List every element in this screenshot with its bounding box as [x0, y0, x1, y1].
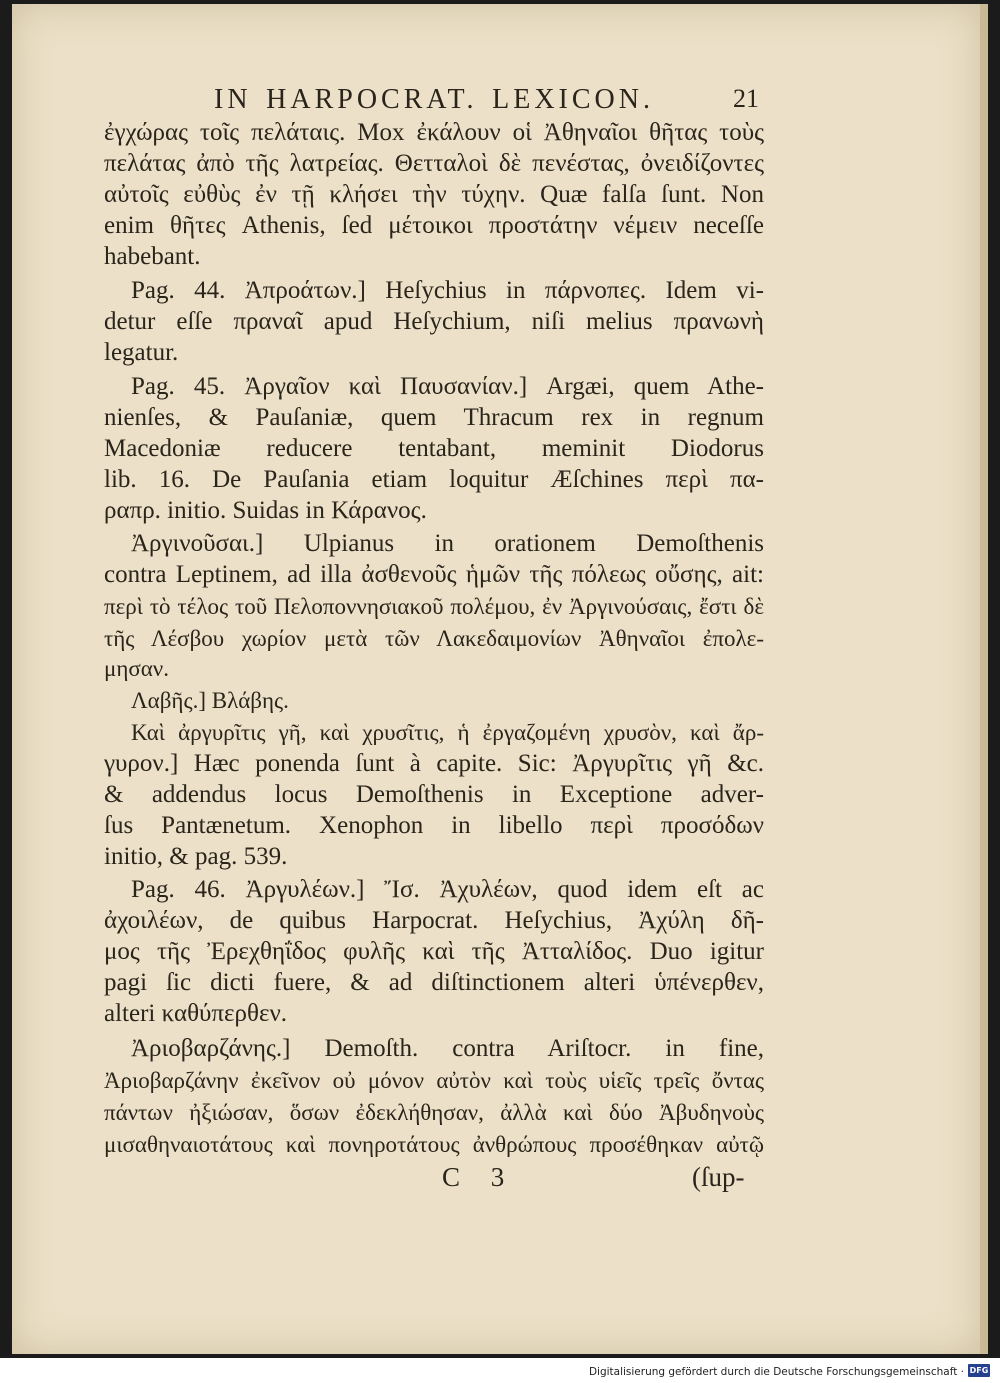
text-line: detur eſſe πραναῖ apud Heſychium, niſi melius πρανωνὴ: [104, 308, 764, 335]
digitization-footer: [0, 1358, 1000, 1383]
text-line: ſus Pantænetum. Xenophon in libello περὶ προσόδων: [104, 812, 764, 839]
text-line: πάντων ἠξιώσαν, ὅσων ἐδεκλήθησαν, ἀλλὰ καὶ δύο Ἀβυδηνοὺς: [104, 1100, 764, 1125]
text-line: τῆς Λέσβου χωρίον μετὰ τῶν Λακεδαιμονίων Ἀθηναῖοι ἐπολε-: [104, 626, 764, 651]
text-line: Ἀριοβαρζάνης.] Demoſth. contra Ariſtocr. in fine,: [131, 1035, 764, 1062]
dfg-logo-icon: DFG: [969, 1366, 989, 1375]
text-line: ἐγχώρας τοῖς πελάταις. Mox ἐκάλουν οἱ Ἀθηναῖοι θῆτας τοὺς: [104, 119, 764, 146]
text-line: & addendus locus Demoſthenis in Exceptione adver-: [104, 781, 764, 808]
text-line: lib. 16. De Pauſania etiam loquitur Æſchines περὶ πα-: [104, 466, 764, 493]
text-line: Λαβῆς.] Βλάβης.: [131, 688, 289, 713]
page-edge: [980, 4, 988, 1354]
text-line: Pag. 44. Ἀπροάτων.] Heſychius in πάρνοπες. Idem vi-: [131, 277, 764, 304]
text-line: Pag. 46. Ἀργυλέων.] Ἴσ. Ἀχυλέων, quod idem eſt ac: [131, 876, 764, 903]
text-line: μισαθηναιοτάτους καὶ πονηροτάτους ἀνθρώπους προσέθηκαν αὐτῷ: [104, 1132, 764, 1157]
funding-notice: Digitalisierung gefördert durch die Deutsche Forschungsgemeinschaft ·: [588, 1366, 964, 1378]
text-line: Pag. 45. Ἀργαῖον καὶ Παυσανίαν.] Argæi, quem Athe-: [131, 373, 764, 400]
text-line: pagi ſic dicti fuere, & ad diſtinctionem alteri ὑπένερθεν,: [104, 969, 764, 996]
text-line: ραπρ. initio. Suidas in Κάρανος.: [104, 497, 427, 524]
page-number: 21: [733, 84, 759, 113]
text-line: contra Leptinem, ad illa ἀσθενοῦς ἡμῶν τῆς πόλεως οὔσης, ait:: [104, 561, 764, 588]
text-line: μησαν.: [104, 656, 169, 681]
text-line: γυρον.] Hæc ponenda ſunt à capite. Sic: Ἀργυρῖτις γῆ &c.: [104, 750, 764, 777]
text-line: legatur.: [104, 339, 179, 366]
text-line: ἀχοιλέων, de quibus Harpocrat. Heſychius, Ἀχύλη δῆ-: [104, 907, 764, 934]
text-line: Ἀριοβαρζάνην ἐκεῖνον οὐ μόνον αὐτὸν καὶ τοὺς υἱεῖς τρεῖς ὄντας: [104, 1068, 764, 1093]
signature-mark: C 3: [442, 1162, 517, 1192]
text-line: Ἀργινοῦσαι.] Ulpianus in orationem Demoſthenis: [131, 530, 764, 557]
running-head: IN HARPOCRAT. LEXICON.: [214, 84, 654, 115]
text-line: alteri καθύπερθεν.: [104, 1000, 288, 1027]
text-line: Καὶ ἀργυρῖτις γῆ, καὶ χρυσῖτις, ἡ ἐργαζομένη χρυσὸν, καὶ ἄρ-: [131, 720, 764, 745]
text-line: αὐτοῖς εὐθὺς ἐν τῇ κλήσει τὴν τύχην. Quæ falſa ſunt. Non: [104, 181, 764, 208]
text-line: Macedoniæ reducere tentabant, meminit Diodorus: [104, 435, 764, 462]
text-line: περὶ τὸ τέλος τοῦ Πελοποννησιακοῦ πολέμου, ἐν Ἀργινούσαις, ἔστι δὲ: [104, 594, 764, 619]
text-line: πελάτας ἀπὸ τῆς λατρείας. Θετταλοὶ δὲ πενέστας, ὀνειδίζοντες: [104, 150, 764, 177]
text-line: μος τῆς Ἐρεχθηΐδος φυλῆς καὶ τῆς Ἀτταλίδος. Duo igitur: [104, 938, 764, 965]
text-line: habebant.: [104, 243, 201, 270]
text-line: enim θῆτες Athenis, ſed μέτοικοι προστάτην νέμειν neceſſe: [104, 212, 764, 239]
catchword: (ſup-: [692, 1162, 745, 1192]
text-line: initio, & pag. 539.: [104, 843, 288, 870]
text-line: nienſes, & Pauſaniæ, quem Thracum rex in regnum: [104, 404, 764, 431]
